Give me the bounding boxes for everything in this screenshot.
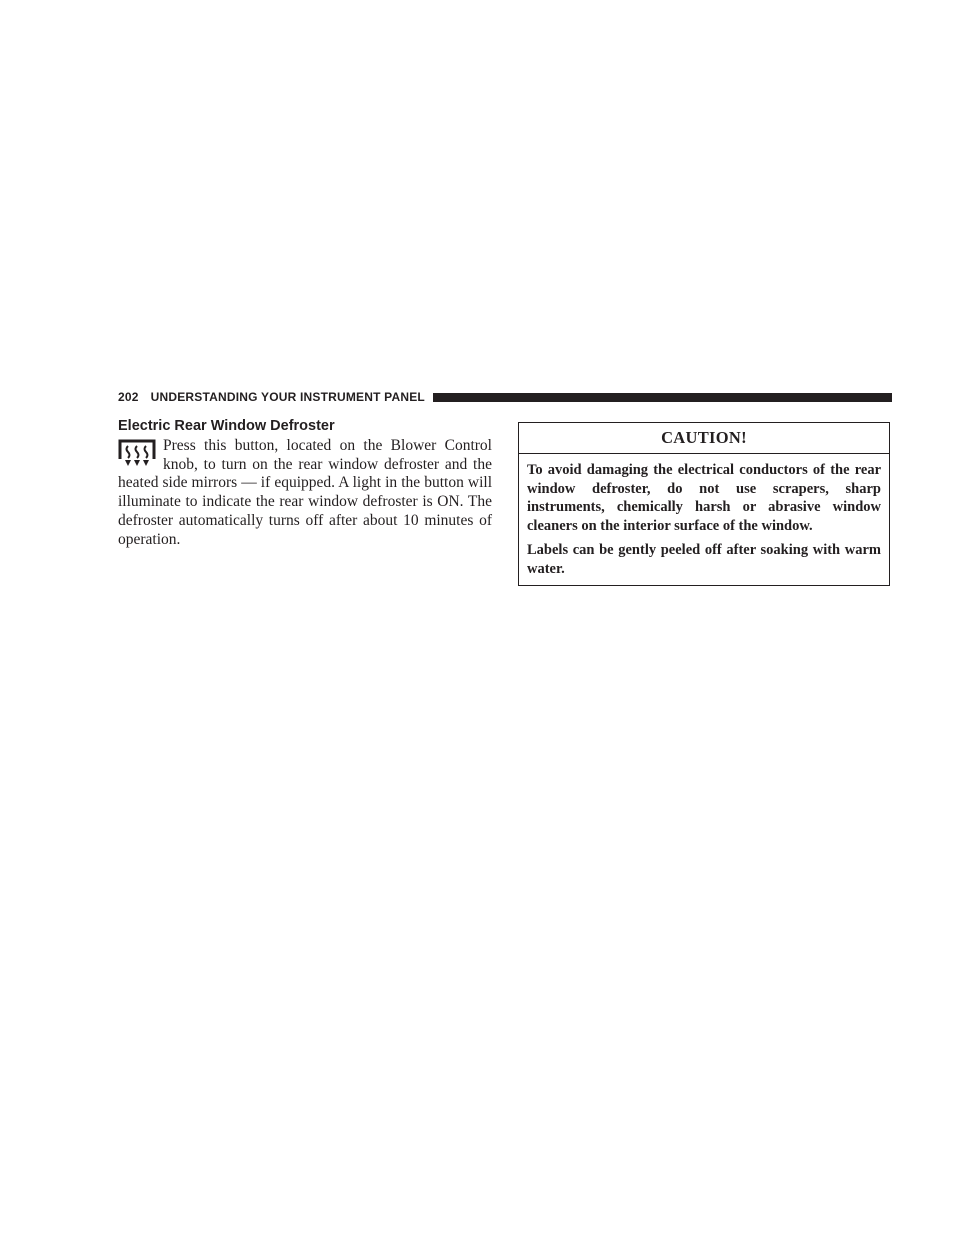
caution-paragraph: To avoid damaging the electrical conductors of the rear window defroster, do not use scrapers, sharp instruments, chemically harsh or abrasive window cleaners on the interior surface of the window.: [527, 462, 881, 535]
section-title: UNDERSTANDING YOUR INSTRUMENT PANEL: [150, 390, 425, 404]
subheading: Electric Rear Window Defroster: [118, 418, 335, 434]
caution-title: CAUTION!: [519, 423, 889, 454]
rear-defroster-icon: [118, 438, 156, 468]
header-rule: [433, 393, 892, 402]
defroster-description: [118, 437, 492, 549]
caution-paragraph: Labels can be gently peeled off after soaking with warm water.: [527, 541, 881, 577]
page-number: 202: [118, 390, 139, 404]
caution-box: [518, 422, 890, 586]
page-header: [118, 389, 892, 405]
body-text: Press this button, located on the Blower Control knob, to turn on the rear window defroster and the heated side mirrors — if equipped. A light in the button will illuminate to indicate the rear window defroster is ON. The defroster automatically turns off after about 10 minutes of operation.: [118, 437, 492, 548]
